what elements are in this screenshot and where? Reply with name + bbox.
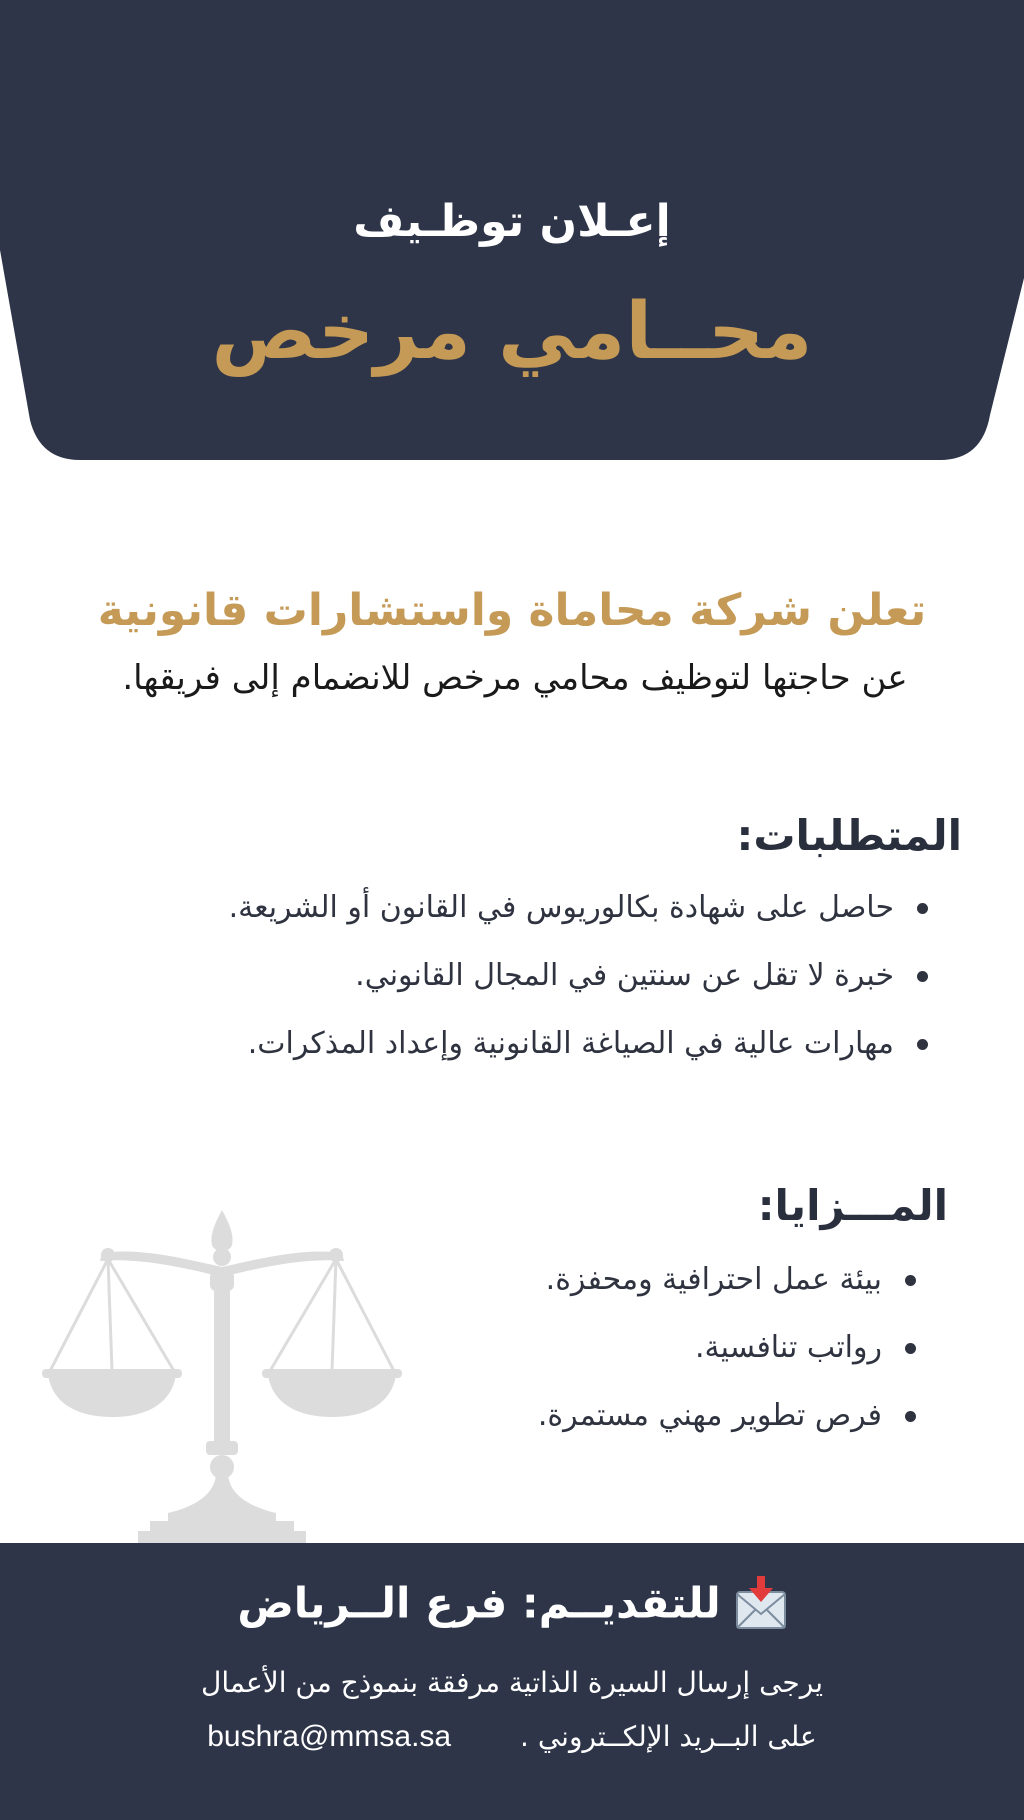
- list-item: [229, 942, 928, 1010]
- apply-heading: [0, 1571, 1024, 1634]
- bullet-icon: [905, 1411, 916, 1422]
- list-item: [538, 1246, 916, 1314]
- email-label: على البــريد الإلكــتروني .: [520, 1720, 817, 1753]
- list-item: [538, 1382, 916, 1450]
- list-item-text: فرص تطوير مهني مستمرة.: [537, 1398, 882, 1433]
- apply-label: للتقديــم: فرع الــرياض: [237, 1578, 721, 1628]
- email-line: [0, 1715, 1024, 1759]
- bullet-icon: [905, 1275, 916, 1286]
- requirements-heading: المتطلبات:: [736, 811, 962, 860]
- footer-apply-section: [0, 1543, 1024, 1820]
- job-title: محــامي مرخص: [211, 287, 813, 377]
- bullet-icon: [917, 1039, 928, 1050]
- list-item: [229, 1010, 928, 1078]
- benefits-heading: المـــزايا:: [757, 1181, 948, 1230]
- scales-of-justice-icon: [40, 1205, 410, 1543]
- bullet-icon: [905, 1343, 916, 1354]
- requirements-list: [229, 874, 928, 1078]
- intro-text: عن حاجتها لتوظيف محامي مرخص للانضمام إلى فريقها.: [122, 658, 908, 698]
- bullet-icon: [917, 971, 928, 982]
- list-item-text: حاصل على شهادة بكالوريوس في القانون أو الشريعة.: [228, 890, 894, 925]
- benefits-list: [538, 1246, 916, 1450]
- bullet-icon: [917, 903, 928, 914]
- list-item: [538, 1314, 916, 1382]
- list-item-text: رواتب تنافسية.: [695, 1330, 882, 1365]
- apply-instructions: يرجى إرسال السيرة الذاتية مرفقة بنموذج من الأعمال: [200, 1666, 823, 1699]
- list-item-text: مهارات عالية في الصياغة القانونية وإعداد المذكرات.: [247, 1026, 894, 1061]
- list-item: [229, 874, 928, 942]
- intro-title: تعلن شركة محاماة واستشارات قانونية: [97, 585, 927, 636]
- envelope-download-icon: [735, 1576, 787, 1632]
- email-address[interactable]: bushra@mmsa.sa: [207, 1720, 452, 1753]
- list-item-text: خبرة لا تقل عن سنتين في المجال القانوني.: [355, 958, 894, 993]
- list-item-text: بيئة عمل احترافية ومحفزة.: [545, 1262, 882, 1297]
- announcement-title: إعـلان توظـيف: [353, 196, 671, 247]
